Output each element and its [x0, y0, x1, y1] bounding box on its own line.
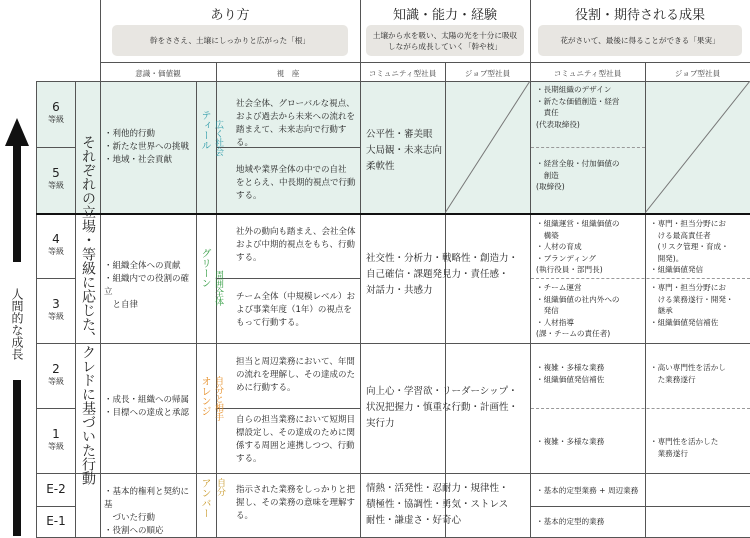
teal-color-name: ティール [199, 110, 210, 150]
teal-skills: 公平性・審美眼 大局観・未来志向 柔軟性 [366, 129, 443, 172]
subheader-shiza: 視 座 [276, 69, 300, 78]
header-chishiki: 知識・能力・経験 [392, 8, 497, 23]
teal-view-6: 社会全体、グローバルな視点、 および過去から未来への流れを 踏まえて、未来志向で行動する。 [236, 99, 356, 148]
green-comm-4: ・組織運営・組織価値の 構築 ・人材の育成 ・ブランディング (執行役員・部門長) [536, 219, 620, 274]
orange-view-2: 担当と周辺業務において、年間 の流れを理解し、その達成のた めに行動する。 [236, 357, 356, 393]
grade-1: 1 等級 [48, 427, 64, 451]
amber-view: 指示された業務をしっかりと把 握し、その業務の意味を理解す る。 [236, 485, 356, 521]
green-job-4: ・専門・担当分野にお ける最高責任者 (リスク管理・育成・ 開発)。 ・組織価値発信 [650, 219, 729, 274]
grade-6: 6 等級 [48, 100, 64, 124]
side-label: 人間的な成長 [4, 262, 30, 380]
subheader-job-1: ジョブ型社員 [464, 69, 511, 78]
amber-scope: 自分 [215, 478, 225, 496]
header-yakuwari: 役割・期待される成果 [574, 8, 705, 23]
grade-5: 5 等級 [48, 166, 64, 190]
teal-view-5: 地域や業界全体の中での自社 をとらえ、中長期的視点で行動 する。 [236, 165, 356, 201]
callout-yakuwari: 花がさいて、最後に得ることができる「果実」 [538, 25, 742, 56]
subheader-community-2: コミュニティ型社員 [553, 69, 622, 78]
grade-2: 2 等級 [48, 362, 64, 386]
orange-job-1: ・専門性を活かした 業務遂行 [650, 437, 719, 458]
subheader-community-1: コミュニティ型社員 [368, 69, 437, 78]
amber-role-e1: ・基本的定型的業務 [536, 517, 605, 526]
grade-4: 4 等級 [48, 232, 64, 256]
teal-role-6: ・長期組織のデザイン ・新たな価値創造・経営 責任 (代表取締役) [536, 85, 620, 129]
orange-comm-2: ・複雑・多様な業務 ・組織価値発信補佐 [536, 363, 605, 384]
subheader-ishiki: 意識・価値観 [135, 69, 181, 78]
orange-comm-1: ・複雑・多様な業務 [536, 437, 605, 446]
amber-skills: 情熱・活発性・忍耐力・規律性・ 積極性・協調性・勇気・ストレス 耐性・謙虚さ・好奇心 [366, 483, 509, 526]
orange-skills: 向上心・学習欲・リーダーシップ・ 状況把握力・慎重な行動・計画性・ 実行力 [366, 386, 519, 429]
grade-e1: E-1 [46, 514, 66, 528]
center-vertical-text: それぞれの立場・等級に応じた、クレドに基づいた行動 [80, 135, 96, 485]
subheader-job-2: ジョブ型社員 [674, 69, 721, 78]
green-view-4: 社外の動向も踏まえ、会社全体 および中期的視点をもち、行動 する。 [236, 227, 356, 263]
green-scope: 周囲全体 [213, 270, 223, 306]
orange-values: ・成長・組織への帰属 ・目標への達成と承認 [104, 395, 190, 418]
orange-scope: 自分と相手 [213, 376, 223, 421]
teal-role-5: ・経営全般・付加価値の 創造 (取締役) [536, 159, 620, 191]
green-skills: 社交性・分析力・戦略性・創造力・ 自己確信・課題発見力・責任感・ 対話力・共感力 [366, 253, 519, 296]
amber-role-e2: ・基本的定型業務 + 周辺業務 [536, 486, 639, 495]
grade-e2: E-2 [46, 482, 66, 496]
callout-arikata: 幹をささえ、土壌にしっかりと広がった「根」 [112, 25, 348, 56]
orange-job-2: ・高い専門性を活かし た業務遂行 [650, 363, 726, 384]
amber-values: ・基本的権利と契約に基 づいた行動 ・役割への順応 [104, 487, 190, 536]
diagonal-strike [445, 81, 530, 213]
green-view-3: チーム全体（中規模レベル）お よび事業年度（1年）の視点を もって行動する。 [236, 292, 356, 328]
callout-chishiki: 土壌から水を吸い、太陽の光を十分に吸収 しながら成長していく「幹や枝」 [366, 25, 524, 56]
header-arikata: あり方 [210, 8, 250, 23]
green-comm-3: ・チーム運営 ・組織価値の社内外への 発信 ・人材指導 (課・チームの責任者) [536, 283, 620, 338]
green-job-3: ・専門・担当分野にお ける業務遂行・開発・ 継承 ・組織価値発信補佐 [650, 283, 734, 327]
green-values: ・組織全体への貢献 ・組織内での役割の確立 と自律 [104, 261, 190, 310]
teal-scope: 広く社会 [213, 120, 223, 156]
orange-view-1: 自らの担当業務において短期目 標設定し、その達成のために関 係する周囲と連携しつつ、行動 する。 [236, 415, 356, 464]
amber-color-name: アンバー [199, 478, 210, 518]
teal-values: ・利他的行動 ・新たな世界への挑戦 ・地域・社会貢献 [104, 129, 190, 165]
green-color-name: グリーン [199, 248, 210, 288]
orange-color-name: オレンジ [199, 376, 210, 416]
grade-3: 3 等級 [48, 297, 64, 321]
diagonal-strike-2 [645, 81, 750, 213]
